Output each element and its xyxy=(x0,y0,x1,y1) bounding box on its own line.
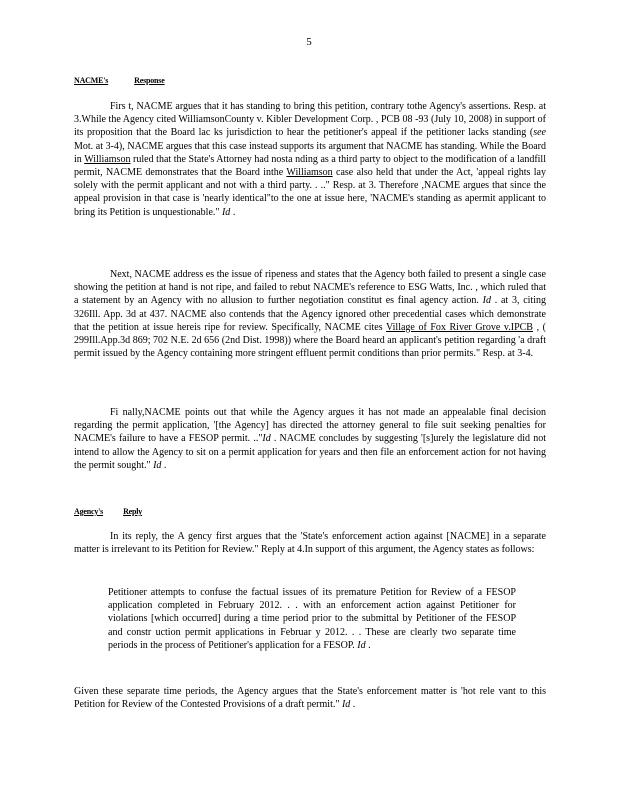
paragraph-enforcement xyxy=(74,406,546,472)
case-name: Williamson xyxy=(84,153,131,165)
block-quote xyxy=(108,586,516,652)
heading-text-part-1: Agency's xyxy=(74,507,104,516)
paragraph-text: . at 3, citing 326Ill. App. 3d at 437. NACME also contends that the Agency ignored other precedential cases which demonstrate that the petition at issue hereis ripe for review. Specifically, NACME cites xyxy=(74,295,546,333)
case-name: Village of Fox River Grove v.IPCB xyxy=(386,321,533,333)
citation-id: Id xyxy=(262,433,271,445)
paragraph-conclusion xyxy=(74,685,546,711)
paragraph-text: Fi nally,NACME points out that while the Agency argues it has not made an appealable final decision regarding the permit application, '[the Agency] has directed the attorney general to file suit seeking penalties for NACME's failure to have a FESOP permit. .." xyxy=(74,407,546,445)
citation-id: Id xyxy=(341,699,351,711)
paragraph-text: Next, NACME address es the issue of ripeness and states that the Agency both failed to present a single case showing the petition at hand is not ripe, and failed to rebut NACME's reference to ESG Watts, Inc. , which ruled that a statement by an Agency with no allusion to further negotiation constitut es final agency action. xyxy=(74,269,546,307)
paragraph-text: Firs t, NACME argues that it has standing to bring this petition, contrary tothe Agency's assertions. Resp. at 3.While the Agency cited WilliamsonCounty v. Kibler Development Corp. , PCB 08 -93 (July 10, 2008) in support of its proposition that the Board lac ks jurisdiction to hear the petitioner's appeal if the petitioner lacks standing ( xyxy=(74,101,546,139)
quote-text: . xyxy=(365,639,371,651)
citation-signal: see xyxy=(533,127,546,139)
heading-text-part-2: Response xyxy=(134,76,165,85)
paragraph-text: case also held that under the Act, 'appeal rights lay solely with the permit applicant and not with a third party. . .." Resp. at 3. Therefore ,NACME argues that since the appeal provision in that case is 'nearly identical"to the one at issue here, 'NACME's standing as apermit applicant to bring its Petition is unquestionable." xyxy=(74,167,546,218)
citation-id: Id xyxy=(357,639,366,651)
quote-text: Petitioner attempts to confuse the factual issues of its premature Petition for Review of a FESOP application completed in February 2012. . . with an enforcement action against Petitioner for violations [which occurred] during a time period prior to the submittal by Petitioner of the FESOP and constr uction permit applications in Februar y 2012. . . These are clearly two separate time periods in the process of Petitioner's application for a FESOP. xyxy=(108,587,516,651)
paragraph-standing xyxy=(74,100,546,219)
section-heading-nacme-response xyxy=(74,76,183,85)
case-name: Williamson xyxy=(286,167,333,179)
page-number: 5 xyxy=(306,36,312,48)
citation-id: Id xyxy=(221,206,231,218)
paragraph-text: Given these separate time periods, the Agency argues that the State's enforcement matter is 'hot rele vant to this Petition for Review of the Contested Provisions of a draft permit." xyxy=(74,686,546,711)
paragraph-text: . xyxy=(161,459,167,471)
paragraph-text: Mot. at 3-4), NACME argues that this case instead supports its argument that NACME has standing. While the Board in xyxy=(74,140,546,165)
paragraph-text: . NACME concludes by suggesting '[s]urely the legislature did not intend to allow the Agency to sit on a permit application for years and then file an enforcement action for not having the permit sought." xyxy=(74,433,546,471)
paragraph-text: ruled that the State's Attorney had nosta nding as a third party to object to the modification of a landfill permit, NACME demonstrates that the Board inthe xyxy=(74,153,546,179)
paragraph-ripeness xyxy=(74,268,546,360)
paragraph-reply-intro xyxy=(74,530,546,556)
heading-text-part-1: NACME's xyxy=(74,76,109,85)
paragraph-text: In its reply, the A gency first argues that the 'State's enforcement action against [NACME] in a separate matter is irrelevant to its Petition for Review." Reply at 4.In support of this argument, the Agency states as follows: xyxy=(74,531,546,556)
citation-id: Id xyxy=(153,459,162,471)
paragraph-text: . xyxy=(230,206,236,218)
paragraph-text: , ( 299Ill.App.3d 869; 702 N.E. 2d 656 (2nd Dist. 1998)) where the Board heard an applicant's petition regarding 'a draft permit issued by the Agency containing more stringent effluent permit conditions than prior permits." Resp. at 3-4. xyxy=(74,321,546,360)
citation-id: Id xyxy=(482,295,491,307)
section-heading-agency-reply xyxy=(74,507,156,516)
paragraph-text: . xyxy=(350,699,356,711)
heading-text-part-2: Reply xyxy=(123,507,143,516)
